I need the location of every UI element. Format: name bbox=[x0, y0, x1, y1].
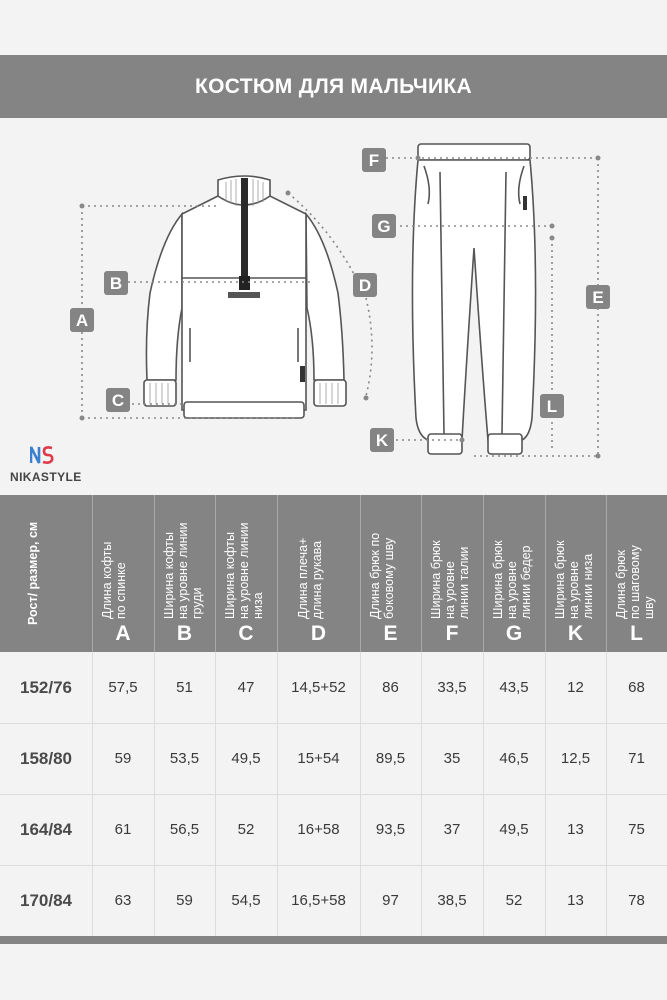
header-description bbox=[429, 501, 475, 619]
header-description bbox=[614, 501, 660, 619]
pants-drawing bbox=[412, 144, 535, 454]
size-cell: 164/84 bbox=[20, 819, 72, 839]
label-badge-l bbox=[540, 394, 564, 418]
value-cell-d: 15+54 bbox=[297, 750, 340, 767]
brand-name: NIKASTYLE bbox=[10, 470, 82, 484]
header-letter: K bbox=[567, 622, 584, 645]
header-column-e bbox=[360, 495, 421, 652]
header-description bbox=[223, 501, 269, 619]
value-cell-d: 14,5+52 bbox=[291, 679, 346, 696]
value-cell-b: 56,5 bbox=[169, 821, 200, 838]
table-row bbox=[0, 865, 667, 936]
value-cell-c: 52 bbox=[237, 821, 255, 838]
label-a-text: A bbox=[75, 311, 89, 330]
pants-side-tag bbox=[523, 196, 527, 210]
label-badge-f bbox=[362, 148, 386, 172]
header-description-line: Ширина кофты bbox=[223, 532, 237, 619]
jacket-zip-pull bbox=[239, 276, 250, 290]
brand-logo-icon bbox=[30, 445, 54, 465]
header-description-line: Ширина кофты bbox=[161, 532, 176, 619]
value-cell-l: 68 bbox=[628, 679, 645, 696]
bottom-bar bbox=[0, 936, 667, 944]
value-cell-c: 54,5 bbox=[231, 892, 261, 909]
header-description-line: Длина плеча+ bbox=[295, 537, 310, 619]
label-badge-k bbox=[370, 428, 394, 452]
pants-left-cuff bbox=[428, 434, 462, 454]
header-divider bbox=[606, 495, 607, 652]
header-description-line: на уровне bbox=[505, 561, 519, 619]
jacket-right-cuff bbox=[314, 380, 346, 406]
header-divider bbox=[92, 495, 93, 652]
table-row bbox=[0, 652, 667, 723]
header-column-a bbox=[92, 495, 154, 652]
value-cell-e: 97 bbox=[382, 892, 399, 909]
header-description-line: линии бедер bbox=[519, 545, 533, 619]
header-divider bbox=[483, 495, 484, 652]
value-cell-g: 43,5 bbox=[499, 679, 529, 696]
header-description bbox=[553, 501, 599, 619]
row-divider bbox=[0, 723, 667, 724]
value-cell-l: 78 bbox=[628, 892, 645, 909]
jacket-right-sleeve bbox=[306, 214, 344, 380]
label-badge-d bbox=[353, 273, 377, 297]
label-badge-a bbox=[70, 308, 94, 332]
header-letter: E bbox=[383, 622, 398, 645]
header-divider bbox=[421, 495, 422, 652]
value-cell-f: 38,5 bbox=[437, 892, 467, 909]
value-cell-l: 75 bbox=[628, 821, 645, 838]
header-description-line: Ширина брюк bbox=[491, 540, 505, 619]
size-cell: 170/84 bbox=[20, 890, 72, 910]
header-letter: D bbox=[310, 622, 327, 645]
header-description-line: линии низа bbox=[580, 553, 595, 619]
value-cell-c: 49,5 bbox=[231, 750, 261, 767]
header-description-line: Ширина брюк bbox=[552, 540, 567, 619]
value-cell-d: 16+58 bbox=[297, 821, 340, 838]
label-d-text: D bbox=[358, 276, 372, 295]
value-cell-f: 37 bbox=[443, 821, 461, 838]
header-description-line: Длина брюк bbox=[613, 549, 628, 619]
value-cell-k: 12,5 bbox=[560, 750, 591, 767]
header-divider bbox=[215, 495, 216, 652]
header-description-line: Ширина брюк bbox=[429, 540, 443, 619]
label-b-text: B bbox=[109, 274, 123, 293]
value-cell-b: 51 bbox=[176, 679, 193, 696]
value-cell-b: 53,5 bbox=[169, 750, 200, 767]
value-cell-f: 33,5 bbox=[437, 679, 467, 696]
value-cell-k: 13 bbox=[567, 892, 584, 909]
header-size-column bbox=[0, 495, 92, 652]
table-row bbox=[0, 723, 667, 794]
header-divider bbox=[277, 495, 278, 652]
label-badge-e bbox=[586, 285, 610, 309]
column-divider bbox=[545, 652, 546, 936]
row-divider bbox=[0, 794, 667, 795]
pants-legs bbox=[412, 160, 535, 440]
garment-illustration bbox=[0, 118, 667, 495]
header-letter: F bbox=[445, 622, 459, 645]
column-divider bbox=[360, 652, 361, 936]
label-g-text: G bbox=[377, 217, 391, 236]
page-title: КОСТЮМ ДЛЯ МАЛЬЧИКА bbox=[195, 74, 472, 98]
value-cell-f: 35 bbox=[443, 750, 461, 767]
value-cell-c: 47 bbox=[237, 679, 255, 696]
column-divider bbox=[421, 652, 422, 936]
label-f-text: F bbox=[368, 151, 380, 170]
header-description-line: на уровне линии bbox=[175, 522, 190, 619]
label-k-text: K bbox=[375, 431, 389, 450]
header-column-f bbox=[421, 495, 483, 652]
value-cell-k: 13 bbox=[567, 821, 584, 838]
header-letter: A bbox=[115, 622, 131, 645]
pants-right-cuff bbox=[488, 434, 522, 454]
row-divider bbox=[0, 865, 667, 866]
size-cell: 158/80 bbox=[20, 748, 72, 768]
value-cell-a: 63 bbox=[114, 892, 132, 909]
garment-svg bbox=[0, 118, 667, 495]
jacket-left-cuff bbox=[144, 380, 176, 406]
header-column-g bbox=[483, 495, 545, 652]
value-cell-d: 16,5+58 bbox=[291, 892, 346, 909]
label-l-text: L bbox=[546, 397, 558, 416]
value-cell-g: 46,5 bbox=[499, 750, 529, 767]
value-cell-l: 71 bbox=[628, 750, 645, 767]
header-size-label: Рост/ размер, см bbox=[26, 521, 40, 625]
header-description bbox=[491, 501, 537, 619]
title-bar bbox=[0, 55, 667, 118]
header-column-d bbox=[277, 495, 360, 652]
value-cell-e: 93,5 bbox=[375, 821, 406, 838]
header-description-line: на уровне линии bbox=[237, 522, 251, 619]
jacket-zipper bbox=[241, 178, 248, 288]
header-column-l bbox=[606, 495, 667, 652]
header-description-line: на уровне bbox=[443, 561, 457, 619]
header-description-line: длина рукава bbox=[309, 540, 324, 619]
header-letter: B bbox=[176, 622, 193, 645]
label-badge-g bbox=[372, 214, 396, 238]
header-description-line: по шаговому bbox=[627, 545, 642, 619]
value-cell-e: 89,5 bbox=[375, 750, 406, 767]
header-description-line: низа bbox=[251, 592, 265, 619]
header-divider bbox=[154, 495, 155, 652]
jacket-hem bbox=[184, 402, 304, 418]
header-description bbox=[100, 501, 146, 619]
value-cell-e: 86 bbox=[382, 679, 399, 696]
header-description-line: боковому шву bbox=[381, 537, 396, 619]
jacket-side-tag bbox=[300, 366, 305, 382]
header-divider bbox=[360, 495, 361, 652]
size-table-header bbox=[0, 495, 667, 652]
column-divider bbox=[154, 652, 155, 936]
size-table-body bbox=[0, 652, 667, 936]
value-cell-a: 59 bbox=[114, 750, 132, 767]
jacket-logo-tag bbox=[228, 292, 260, 298]
label-badge-b bbox=[104, 271, 128, 295]
column-divider bbox=[92, 652, 93, 936]
header-description-line: на уровне bbox=[566, 561, 581, 619]
table-row bbox=[0, 794, 667, 865]
header-letter: L bbox=[630, 622, 643, 645]
column-divider bbox=[215, 652, 216, 936]
header-description-line: Длина брюк по bbox=[367, 532, 382, 619]
header-description bbox=[368, 501, 414, 619]
header-column-b bbox=[154, 495, 215, 652]
value-cell-a: 61 bbox=[114, 821, 132, 838]
value-cell-g: 52 bbox=[505, 892, 523, 909]
header-description bbox=[162, 501, 208, 619]
column-divider bbox=[483, 652, 484, 936]
column-divider bbox=[277, 652, 278, 936]
value-cell-g: 49,5 bbox=[499, 821, 529, 838]
header-description-line: Длина кофты bbox=[100, 541, 114, 619]
header-column-c bbox=[215, 495, 277, 652]
header-column-k bbox=[545, 495, 606, 652]
header-description-line: линии талии bbox=[457, 546, 471, 619]
header-letter: G bbox=[505, 622, 523, 645]
label-c-text: C bbox=[111, 391, 125, 410]
label-e-text: E bbox=[592, 288, 604, 307]
header-description bbox=[296, 501, 342, 619]
value-cell-b: 59 bbox=[176, 892, 193, 909]
value-cell-a: 57,5 bbox=[108, 679, 138, 696]
header-letter: C bbox=[238, 622, 254, 645]
column-divider bbox=[606, 652, 607, 936]
value-cell-k: 12 bbox=[567, 679, 584, 696]
header-description-line: груди bbox=[189, 587, 204, 619]
label-badge-c bbox=[106, 388, 130, 412]
jacket-left-sleeve bbox=[146, 214, 182, 380]
size-cell: 152/76 bbox=[20, 677, 72, 697]
header-divider bbox=[545, 495, 546, 652]
header-description-line: по спинке bbox=[114, 562, 128, 619]
header-description-line: шву bbox=[641, 596, 656, 619]
